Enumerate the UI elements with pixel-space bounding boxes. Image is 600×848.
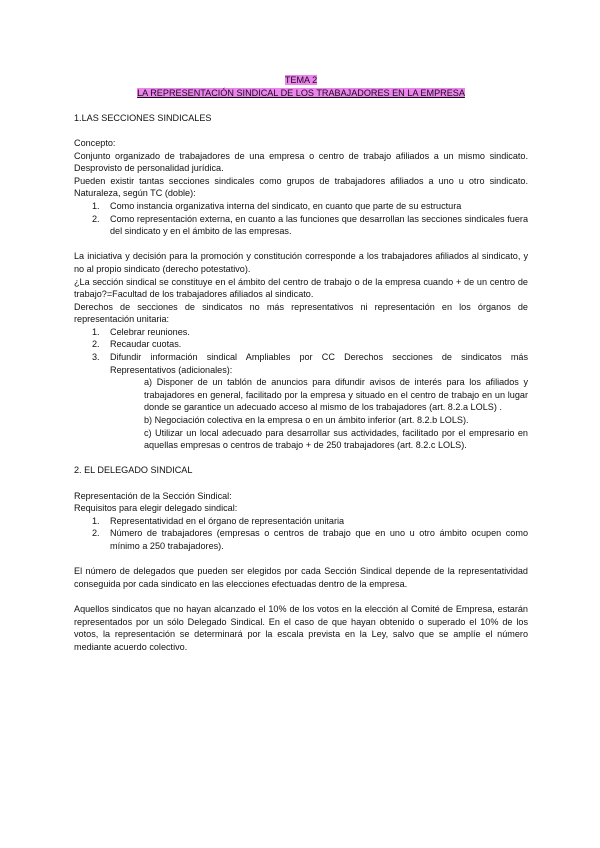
right-c: c) Utilizar un local adecuado para desarrollar sus actividades, facilitado por el empresario en aquellas empresas o centros de trabajo + de 250 trabajadores (art. 8.2.c LOLS). <box>144 427 528 451</box>
list-item: 3. Difundir información sindical Ampliables por CC Derechos secciones de sindicatos más Representativos (adicionales): <box>92 352 528 375</box>
list-item: 2. Como representación externa, en cuanto a las funciones que desarrollan las secciones sindicales fuera del sindicato y en el ámbito de las empresas. <box>92 213 528 237</box>
iniciativa-paragraph: La iniciativa y decisión para la promoción y constitución corresponde a los trabajadores afiliados al sindicato, y no al propio sindicato (derecho potestativo). <box>74 251 528 274</box>
title-line <box>74 87 528 100</box>
list-item: 1. Celebrar reuniones. <box>92 326 190 337</box>
document-page <box>74 74 528 653</box>
delegados-paragraph: El número de delegados que pueden ser elegidos por cada Sección Sindical depende de la representatividad conseguida por cada sindicato en las elecciones efectuadas dentro de la empresa. <box>74 566 528 589</box>
tema-line <box>74 74 528 87</box>
additional-rights <box>74 376 528 452</box>
list-item: 2. Recaudar cuotas. <box>92 339 182 350</box>
requisitos-list <box>74 515 528 553</box>
section1-heading: 1.LAS SECCIONES SINDICALES <box>74 112 212 123</box>
naturaleza-paragraph: Pueden existir tantas secciones sindicales como grupos de trabajadores afiliados a uno u otro sindicato. Naturaleza, según TC (doble): <box>74 175 528 199</box>
concepto-label: Concepto: <box>74 137 116 148</box>
right-a: a) Disponer de un tablón de anuncios para difundir avisos de interés para los afiliados y trabajadores en general, facilitado por la empresa y situado en el centro de trabajo en un lugar donde se garantice un adecuado acceso al mismo de los trabajadores (art. 8.2.a LOLS) . <box>144 377 528 413</box>
concepto-paragraph: Conjunto organizado de trabajadores de una empresa o centro de trabajo afiliados a un mismo sindicato. Desprovisto de personalidad jurídica. <box>74 150 528 174</box>
list-item: 1. Como instancia organizativa interna del sindicato, en cuanto que parte de su estructura <box>92 200 462 211</box>
requisitos-label: Requisitos para elegir delegado sindical: <box>74 503 238 514</box>
list-item: 1. Representatividad en el órgano de representación unitaria <box>92 515 345 526</box>
derechos-list <box>74 326 528 376</box>
document-title: LA REPRESENTACIÓN SINDICAL DE LOS TRABAJADORES EN LA EMPRESA <box>137 87 465 98</box>
right-b: b) Negociación colectiva en la empresa o en un ámbito inferior (art. 8.2.b LOLS). <box>144 415 469 426</box>
ambito-paragraph: ¿La sección sindical se constituye en el ámbito del centro de trabajo o de la empresa cuando + de un centro de trabajo?=Facultad de los trabajadores afiliados al sindicato. <box>74 276 528 300</box>
naturaleza-list <box>74 200 528 238</box>
section2-heading: 2. EL DELEGADO SINDICAL <box>74 465 193 476</box>
derechos-paragraph: Derechos de secciones de sindicatos no más representativos ni representación en los órganos de representación unitaria: <box>74 301 528 325</box>
representacion-label: Representación de la Sección Sindical: <box>74 490 232 501</box>
list-item: 2. Número de trabajadores (empresas o centros de trabajo que en uno u otro ámbito ocupen como mínimo a 250 trabajadores). <box>92 528 528 551</box>
tema-label: TEMA 2 <box>284 75 318 85</box>
votos-paragraph: Aquellos sindicatos que no hayan alcanzado el 10% de los votos en la elección al Comité de Empresa, estarán representados por un sólo Delegado Sindical. En el caso de que hayan obtenido o superado el 10% de los votos, la representación se determinará por la escala prevista en la Ley, salvo que se amplíe el número mediante acuerdo colectivo. <box>74 603 528 652</box>
